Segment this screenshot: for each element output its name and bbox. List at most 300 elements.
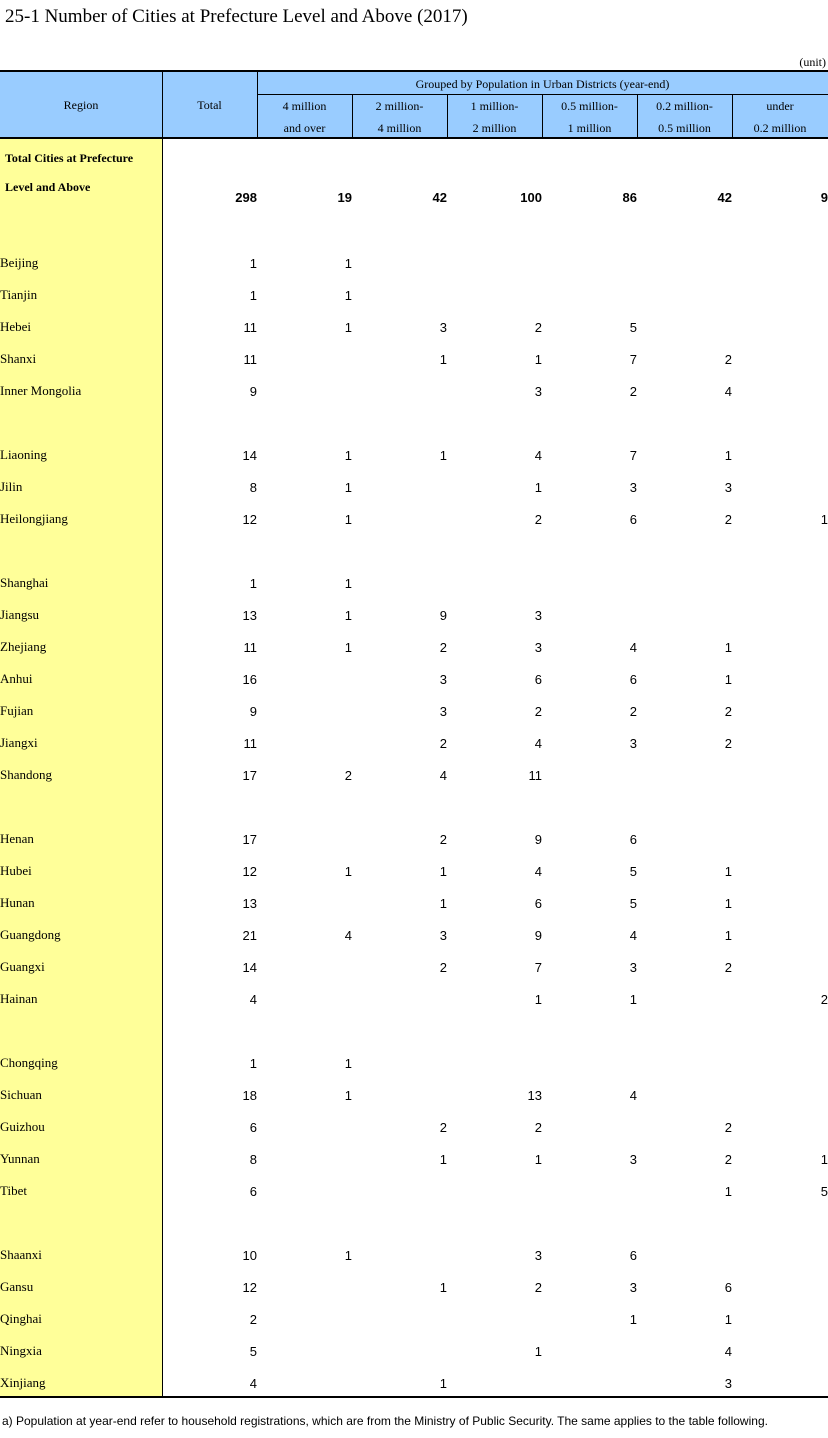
value-cell: 1 [724, 639, 732, 655]
value-cell [352, 1303, 447, 1335]
value-cell: 1 [249, 255, 257, 271]
total-header: Total [197, 98, 222, 112]
value-cell [732, 1271, 828, 1303]
region-name-cell: Ningxia [0, 1343, 42, 1358]
table-row [0, 503, 828, 535]
region-name-cell: Hebei [0, 319, 32, 334]
column-header-line1: 0.2 million- [656, 99, 713, 113]
column-header-line1: 0.5 million- [561, 99, 618, 113]
value-cell: 1 [724, 863, 732, 879]
table-row [0, 759, 828, 791]
column-header-line2: and over [283, 121, 326, 135]
value-cell: 10 [242, 1247, 257, 1263]
value-cell [732, 919, 828, 951]
value-cell [447, 247, 542, 279]
value-cell: 5 [820, 1183, 828, 1199]
value-cell: 2 [629, 383, 637, 399]
value-cell: 1 [724, 895, 732, 911]
value-cell: 3 [439, 319, 447, 335]
value-cell: 1 [344, 255, 352, 271]
value-cell: 14 [242, 959, 257, 975]
value-cell [732, 951, 828, 983]
value-cell: 1 [534, 479, 542, 495]
value-cell: 2 [724, 351, 732, 367]
value-cell: 14 [242, 447, 257, 463]
value-cell: 9 [534, 831, 542, 847]
region-name-cell: Sichuan [0, 1087, 42, 1102]
value-cell [257, 951, 352, 983]
value-cell: 12 [242, 1279, 257, 1295]
value-cell: 3 [439, 703, 447, 719]
table-row [0, 1239, 828, 1271]
group-spacer [0, 215, 828, 247]
value-cell: 6 [629, 831, 637, 847]
value-cell: 2 [724, 703, 732, 719]
value-cell [732, 727, 828, 759]
value-cell: 5 [249, 1343, 257, 1359]
region-name-cell: Guizhou [0, 1119, 45, 1134]
value-cell: 5 [629, 319, 637, 335]
value-cell: 6 [629, 671, 637, 687]
value-cell [637, 247, 732, 279]
value-cell [542, 1111, 637, 1143]
value-cell: 4 [249, 991, 257, 1007]
region-name-cell: Yunnan [0, 1151, 40, 1166]
value-cell: 3 [439, 671, 447, 687]
table-row [0, 951, 828, 983]
value-cell: 6 [629, 511, 637, 527]
region-name-cell: Beijing [0, 255, 39, 270]
value-cell [352, 247, 447, 279]
value-cell: 13 [527, 1087, 542, 1103]
table-row [0, 279, 828, 311]
value-cell [732, 631, 828, 663]
table-row [0, 823, 828, 855]
value-cell: 8 [249, 1151, 257, 1167]
value-cell: 2 [249, 1311, 257, 1327]
value-cell [257, 1143, 352, 1175]
value-cell [447, 1367, 542, 1399]
value-cell [732, 1367, 828, 1399]
value-cell: 3 [629, 735, 637, 751]
value-cell [732, 1111, 828, 1143]
value-cell [352, 503, 447, 535]
value-cell: 1 [820, 1151, 828, 1167]
value-cell [257, 887, 352, 919]
value-cell [257, 823, 352, 855]
value-cell: 9 [439, 607, 447, 623]
spacer-cell [0, 1015, 828, 1047]
value-cell [542, 247, 637, 279]
region-name-cell: Hunan [0, 895, 35, 910]
data-table [0, 138, 828, 1399]
region-name-cell: Shanxi [0, 351, 37, 366]
column-header-line1: 2 million- [375, 99, 424, 113]
column-header-line2: 0.5 million [658, 121, 711, 135]
value-cell [637, 1239, 732, 1271]
value-cell: 4 [439, 767, 447, 783]
value-cell: 11 [243, 319, 257, 335]
value-cell: 11 [528, 767, 542, 783]
value-cell [732, 471, 828, 503]
value-cell: 2 [724, 959, 732, 975]
value-cell: 1 [629, 991, 637, 1007]
region-name-cell: Gansu [0, 1279, 34, 1294]
value-cell: 1 [344, 319, 352, 335]
value-cell [447, 1175, 542, 1207]
value-cell: 1 [724, 671, 732, 687]
value-cell: 2 [534, 703, 542, 719]
value-cell: 2 [439, 1119, 447, 1135]
value-cell [352, 567, 447, 599]
value-cell: 1 [344, 287, 352, 303]
value-cell [257, 695, 352, 727]
region-name-cell: Jilin [0, 479, 23, 494]
value-cell: 1 [344, 1087, 352, 1103]
page-title: 25-1 Number of Cities at Prefecture Level and Above (2017) [5, 6, 468, 27]
region-name-cell: Inner Mongolia [0, 383, 82, 398]
value-cell [257, 983, 352, 1015]
value-cell: 17 [242, 831, 257, 847]
value-cell: 16 [242, 671, 257, 687]
value-cell [732, 439, 828, 471]
value-cell: 1 [344, 863, 352, 879]
value-cell: 4 [534, 447, 542, 463]
value-cell: 2 [724, 1151, 732, 1167]
value-cell [732, 855, 828, 887]
value-cell: 1 [249, 575, 257, 591]
region-name-cell: Fujian [0, 703, 34, 718]
value-cell [637, 823, 732, 855]
value-cell [637, 311, 732, 343]
value-cell: 11 [243, 639, 257, 655]
value-cell: 7 [534, 959, 542, 975]
footnote: a) Population at year-end refer to household registrations, which are from the Ministry of Public Security. The same applies to the table following. [2, 1414, 768, 1428]
table-row [0, 247, 828, 279]
value-cell: 1 [820, 511, 828, 527]
group-spacer [0, 1207, 828, 1239]
value-cell [732, 375, 828, 407]
value-cell: 11 [243, 735, 257, 751]
value-cell: 1 [724, 1183, 732, 1199]
total-label-line2: Level and Above [5, 180, 91, 194]
spacer-cell [0, 791, 828, 823]
value-cell: 1 [344, 607, 352, 623]
group-header: Grouped by Population in Urban Districts (year-end) [415, 77, 670, 91]
value-cell: 3 [629, 1151, 637, 1167]
region-name-cell: Qinghai [0, 1311, 42, 1326]
value-cell: 1 [249, 287, 257, 303]
value-cell [352, 279, 447, 311]
table-row [0, 983, 828, 1015]
column-header-line2: 4 million [377, 121, 422, 135]
table-row [0, 1335, 828, 1367]
value-cell: 3 [724, 479, 732, 495]
value-cell: 2 [439, 639, 447, 655]
value-cell: 8 [249, 479, 257, 495]
value-cell: 7 [629, 447, 637, 463]
region-name-cell: Chongqing [0, 1055, 58, 1070]
value-cell [352, 375, 447, 407]
total-label-line1: Total Cities at Prefecture [5, 151, 134, 165]
value-cell [542, 599, 637, 631]
table-row [0, 567, 828, 599]
value-cell [732, 695, 828, 727]
value-cell [257, 343, 352, 375]
value-cell [257, 727, 352, 759]
value-cell: 1 [439, 447, 447, 463]
value-cell: 12 [242, 511, 257, 527]
value-cell: 6 [534, 895, 542, 911]
group-spacer [0, 1015, 828, 1047]
table-row [0, 1303, 828, 1335]
value-cell [542, 279, 637, 311]
value-cell: 2 [724, 511, 732, 527]
value-cell [732, 1239, 828, 1271]
value-cell: 1 [534, 1151, 542, 1167]
value-cell [732, 759, 828, 791]
value-cell [352, 1175, 447, 1207]
spacer-cell [0, 1207, 828, 1239]
value-cell [637, 759, 732, 791]
value-cell [732, 823, 828, 855]
value-cell [542, 1335, 637, 1367]
region-name-cell: Heilongjiang [0, 511, 68, 526]
value-cell: 3 [439, 927, 447, 943]
value-cell [257, 663, 352, 695]
value-cell [542, 759, 637, 791]
value-cell: 3 [629, 1279, 637, 1295]
value-cell [732, 1047, 828, 1079]
region-name-cell: Guangdong [0, 927, 61, 942]
value-cell: 2 [724, 735, 732, 751]
region-name-cell: Shandong [0, 767, 52, 782]
value-cell: 6 [534, 671, 542, 687]
table-row [0, 887, 828, 919]
value-cell [732, 1335, 828, 1367]
table-row [0, 631, 828, 663]
spacer-cell [0, 407, 828, 439]
value-cell [637, 279, 732, 311]
value-cell [352, 1239, 447, 1271]
region-name-cell: Anhui [0, 671, 33, 686]
value-cell: 17 [242, 767, 257, 783]
value-cell: 2 [344, 767, 352, 783]
value-cell [542, 1047, 637, 1079]
value-cell [637, 983, 732, 1015]
region-name-cell: Shanghai [0, 575, 49, 590]
value-cell: 5 [629, 895, 637, 911]
value-cell: 18 [242, 1087, 257, 1103]
region-name-cell: Xinjiang [0, 1375, 46, 1390]
table-row [0, 1175, 828, 1207]
value-cell [732, 599, 828, 631]
column-header-line2: 0.2 million [753, 121, 807, 135]
value-cell: 2 [439, 735, 447, 751]
value-cell: 3 [629, 959, 637, 975]
value-cell [257, 1367, 352, 1399]
total-row-label [0, 138, 162, 215]
value-cell [732, 1303, 828, 1335]
region-name-cell: Liaoning [0, 447, 47, 462]
value-cell: 1 [344, 479, 352, 495]
value-cell [257, 1271, 352, 1303]
value-cell: 1 [534, 351, 542, 367]
value-cell: 4 [534, 735, 542, 751]
region-name-cell: Hubei [0, 863, 32, 878]
value-cell [637, 1047, 732, 1079]
total-value-cell: 9 [820, 190, 828, 205]
value-cell: 1 [344, 511, 352, 527]
value-cell [352, 1047, 447, 1079]
region-name-cell: Jiangxi [0, 735, 38, 750]
value-cell [352, 1335, 447, 1367]
value-cell: 1 [439, 1375, 447, 1391]
value-cell: 3 [534, 607, 542, 623]
total-value-cell: 100 [520, 190, 542, 205]
value-cell [447, 1047, 542, 1079]
value-cell [257, 375, 352, 407]
region-name-cell: Henan [0, 831, 34, 846]
value-cell: 4 [629, 639, 637, 655]
value-cell: 1 [724, 1311, 732, 1327]
value-cell: 3 [534, 639, 542, 655]
value-cell: 12 [242, 863, 257, 879]
spacer-cell [0, 535, 828, 567]
value-cell: 4 [724, 383, 732, 399]
value-cell [447, 279, 542, 311]
value-cell: 1 [724, 927, 732, 943]
value-cell: 1 [534, 1343, 542, 1359]
value-cell: 21 [242, 927, 257, 943]
value-cell [447, 1303, 542, 1335]
value-cell [257, 1303, 352, 1335]
value-cell: 2 [629, 703, 637, 719]
value-cell: 2 [534, 511, 542, 527]
region-name-cell: Tibet [0, 1183, 27, 1198]
value-cell: 9 [534, 927, 542, 943]
value-cell: 4 [724, 1343, 732, 1359]
value-cell: 6 [724, 1279, 732, 1295]
value-cell [732, 247, 828, 279]
region-name-cell: Zhejiang [0, 639, 47, 654]
table-row [0, 855, 828, 887]
value-cell [732, 663, 828, 695]
total-row [0, 138, 828, 215]
group-header-rule [257, 94, 828, 95]
value-cell: 1 [344, 1055, 352, 1071]
value-cell: 11 [243, 351, 257, 367]
value-cell [732, 279, 828, 311]
value-cell [257, 1111, 352, 1143]
value-cell: 9 [249, 703, 257, 719]
value-cell: 1 [439, 895, 447, 911]
value-cell: 1 [344, 1247, 352, 1263]
value-cell [257, 1175, 352, 1207]
region-header: Region [63, 98, 99, 112]
table-row [0, 471, 828, 503]
value-cell: 5 [629, 863, 637, 879]
spacer-cell [0, 215, 828, 247]
value-cell: 1 [344, 447, 352, 463]
value-cell: 1 [344, 639, 352, 655]
total-value-cell: 19 [337, 190, 352, 205]
value-cell: 1 [249, 1055, 257, 1071]
value-cell [732, 1079, 828, 1111]
value-cell: 3 [534, 1247, 542, 1263]
column-header-line2: 2 million [472, 121, 517, 135]
group-spacer [0, 407, 828, 439]
table-row [0, 343, 828, 375]
value-cell [542, 567, 637, 599]
table-row [0, 1079, 828, 1111]
table-row [0, 663, 828, 695]
value-cell [542, 1367, 637, 1399]
total-value-cell: 42 [432, 190, 447, 205]
value-cell: 3 [724, 1375, 732, 1391]
value-cell [637, 1079, 732, 1111]
value-cell: 4 [629, 927, 637, 943]
value-cell: 6 [249, 1119, 257, 1135]
unit-label: (unit) [799, 55, 826, 69]
value-cell [447, 567, 542, 599]
value-cell [732, 887, 828, 919]
column-header-line1: 4 million [282, 99, 327, 113]
value-cell [637, 567, 732, 599]
value-cell: 7 [629, 351, 637, 367]
table-row [0, 727, 828, 759]
total-value-cell: 86 [622, 190, 637, 205]
column-header-line1: 1 million- [470, 99, 519, 113]
table-row [0, 1047, 828, 1079]
region-name-cell: Guangxi [0, 959, 45, 974]
value-cell: 1 [534, 991, 542, 1007]
table-row [0, 1271, 828, 1303]
value-cell [352, 471, 447, 503]
value-cell: 9 [249, 383, 257, 399]
value-cell: 1 [439, 1151, 447, 1167]
value-cell: 3 [534, 383, 542, 399]
value-cell [732, 311, 828, 343]
value-cell: 2 [439, 959, 447, 975]
value-cell: 4 [629, 1087, 637, 1103]
value-cell: 2 [820, 991, 828, 1007]
value-cell [542, 1175, 637, 1207]
table-row [0, 1367, 828, 1399]
table-row [0, 695, 828, 727]
value-cell [732, 567, 828, 599]
column-header-line1: under [766, 99, 794, 113]
value-cell [352, 1079, 447, 1111]
table-row [0, 1111, 828, 1143]
total-value-cell: 298 [235, 190, 257, 205]
value-cell: 6 [249, 1183, 257, 1199]
group-spacer [0, 791, 828, 823]
value-cell: 13 [242, 895, 257, 911]
value-cell: 1 [439, 863, 447, 879]
value-cell: 2 [439, 831, 447, 847]
value-cell [352, 983, 447, 1015]
value-cell: 4 [249, 1375, 257, 1391]
region-name-cell: Hainan [0, 991, 38, 1006]
value-cell: 2 [534, 1279, 542, 1295]
value-cell: 3 [629, 479, 637, 495]
table-row [0, 311, 828, 343]
table-row [0, 919, 828, 951]
top-rule [0, 70, 828, 72]
value-cell: 2 [534, 1119, 542, 1135]
table-row [0, 439, 828, 471]
